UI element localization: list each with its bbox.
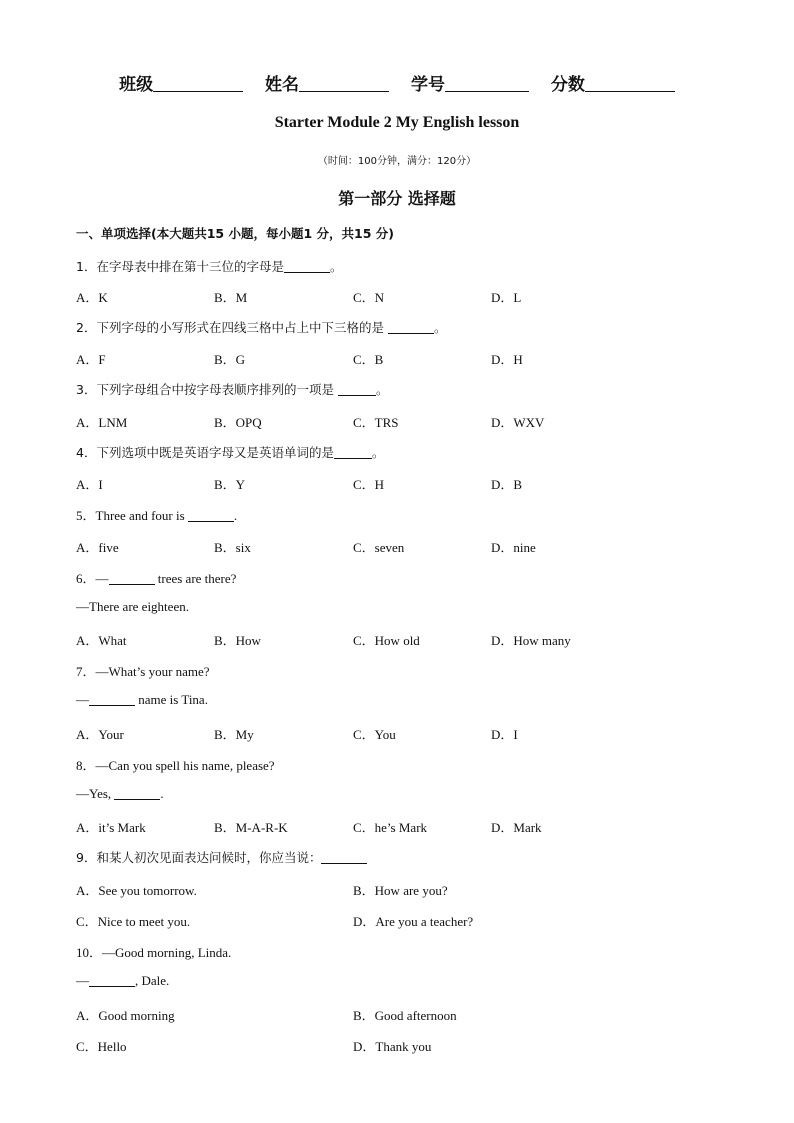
question-3-option-a[interactable]: A．LNM [76, 415, 128, 430]
question-5-option-a[interactable]: A．five [76, 540, 119, 555]
exam-title: Starter Module 2 My English lesson [274, 114, 520, 131]
question-8-option-c[interactable]: C．he’s Mark [353, 820, 428, 835]
question-6-stem: 6．— trees are there? [76, 571, 237, 586]
question-3-option-b[interactable]: B．OPQ [214, 415, 262, 430]
question-5-stem: 5．Three and four is . [76, 508, 238, 523]
question-5-option-d[interactable]: D．nine [491, 540, 536, 555]
question-6-option-d[interactable]: D．How many [491, 633, 571, 648]
question-9-option-b[interactable]: B．How are you? [353, 883, 448, 898]
question-6-option-b[interactable]: B．How [214, 633, 261, 648]
question-8-stem: 8．—Can you spell his name, please? [76, 758, 275, 773]
score-field: 分数 [551, 75, 675, 95]
answer-blank[interactable] [109, 571, 155, 585]
question-7-reply: — name is Tina. [76, 692, 208, 707]
question-5-option-c[interactable]: C．seven [353, 540, 405, 555]
answer-blank[interactable] [338, 382, 376, 396]
question-10-stem: 10．—Good morning, Linda. [76, 945, 232, 960]
question-6-option-c[interactable]: C．How old [353, 633, 420, 648]
question-8-reply: —Yes, . [76, 786, 164, 801]
question-6-option-a[interactable]: A．What [76, 633, 127, 648]
question-10-option-c[interactable]: C．Hello [76, 1039, 127, 1054]
question-2-option-b[interactable]: B．G [214, 352, 246, 367]
question-3-option-c[interactable]: C．TRS [353, 415, 399, 430]
question-2-option-a[interactable]: A．F [76, 352, 106, 367]
question-9-option-d[interactable]: D．Are you a teacher? [353, 914, 474, 929]
answer-blank[interactable] [334, 445, 372, 459]
question-9-option-a[interactable]: A．See you tomorrow. [76, 883, 197, 898]
question-1-option-d[interactable]: D．L [491, 290, 522, 305]
question-7-option-b[interactable]: B．My [214, 727, 254, 742]
answer-blank[interactable] [114, 786, 160, 800]
answer-blank[interactable] [284, 259, 330, 273]
question-9-stem: 9．和某人初次见面表达问候时，你应当说： [76, 848, 367, 866]
question-1-option-b[interactable]: B．M [214, 290, 248, 305]
question-2-stem: 2．下列字母的小写形式在四线三格中占上中下三格的是 。 [76, 320, 447, 335]
question-7-option-a[interactable]: A．Your [76, 727, 124, 742]
question-3-stem: 3．下列字母组合中按字母表顺序排列的一项是 。 [76, 382, 389, 397]
question-1-option-a[interactable]: A．K [76, 290, 108, 305]
answer-blank[interactable] [388, 320, 434, 334]
question-10-option-b[interactable]: B．Good afternoon [353, 1008, 457, 1023]
class-blank[interactable] [153, 75, 243, 92]
student-id-field: 学号 [411, 75, 529, 95]
question-10-option-d[interactable]: D．Thank you [353, 1039, 432, 1054]
question-5-option-b[interactable]: B．six [214, 540, 251, 555]
question-10-reply: — , Dale. [76, 973, 170, 988]
question-4-option-c[interactable]: C．H [353, 477, 385, 492]
question-8-option-b[interactable]: B．M-A-R-K [214, 820, 288, 835]
part-title: 第一部分 选择题 [338, 189, 456, 208]
question-9-option-c[interactable]: C．Nice to meet you. [76, 914, 191, 929]
question-1-option-c[interactable]: C．N [353, 290, 385, 305]
name-blank[interactable] [299, 75, 389, 92]
question-2-option-d[interactable]: D．H [491, 352, 523, 367]
question-4-stem: 4．下列选项中既是英语字母又是英语单词的是 。 [76, 445, 385, 460]
answer-blank[interactable] [321, 850, 367, 864]
question-2-option-c[interactable]: C．B [353, 352, 384, 367]
question-6-reply: —There are eighteen. [76, 599, 189, 614]
answer-blank[interactable] [89, 692, 135, 706]
question-4-option-d[interactable]: D．B [491, 477, 523, 492]
class-field: 班级 [119, 75, 243, 95]
question-7-stem: 7．—What’s your name? [76, 664, 210, 679]
score-blank[interactable] [585, 75, 675, 92]
answer-blank[interactable] [188, 508, 234, 522]
student-id-blank[interactable] [445, 75, 529, 92]
answer-blank[interactable] [89, 973, 135, 987]
question-7-option-d[interactable]: D．I [491, 727, 518, 742]
question-4-option-b[interactable]: B．Y [214, 477, 246, 492]
question-7-option-c[interactable]: C．You [353, 727, 396, 742]
question-4-option-a[interactable]: A．I [76, 477, 103, 492]
question-3-option-d[interactable]: D．WXV [491, 415, 545, 430]
section-title: 一、单项选择(本大题共15 小题，每小题1 分，共15 分) [76, 226, 394, 241]
name-field: 姓名 [265, 75, 389, 95]
question-8-option-a[interactable]: A．it’s Mark [76, 820, 146, 835]
exam-subtitle: （时间：100分钟，满分：120分） [317, 156, 477, 167]
question-8-option-d[interactable]: D．Mark [491, 820, 542, 835]
student-info-header [0, 70, 794, 95]
question-1-stem: 1．在字母表中排在第十三位的字母是 。 [76, 259, 343, 274]
question-10-option-a[interactable]: A．Good morning [76, 1008, 175, 1023]
